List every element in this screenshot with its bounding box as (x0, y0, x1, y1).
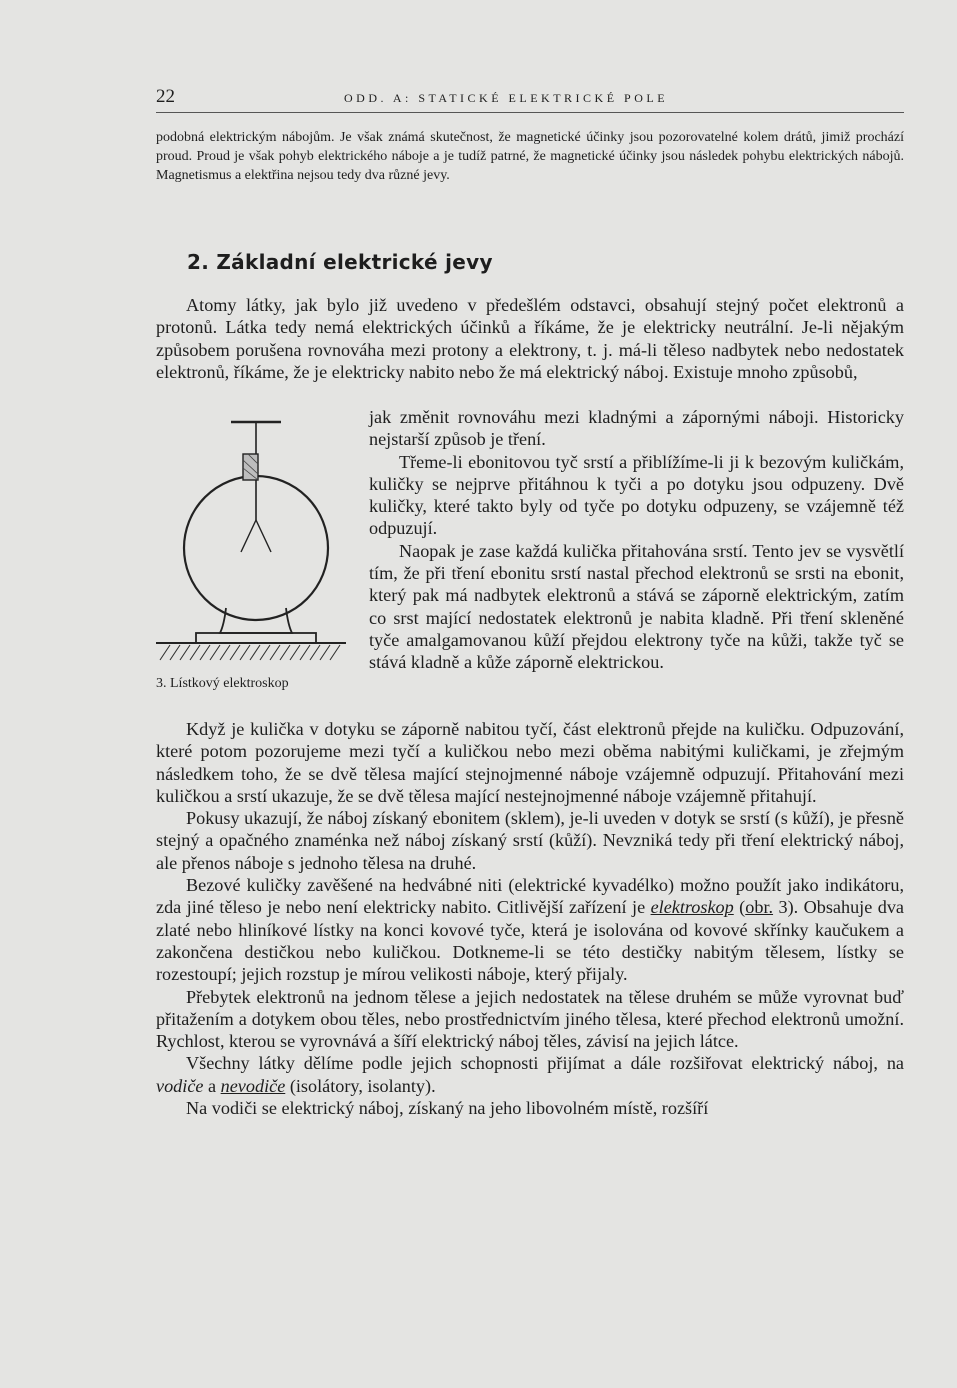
paragraph-8 (156, 1052, 904, 1097)
text-column-beside-figure (369, 406, 904, 674)
electroscope-diagram-icon (156, 420, 346, 670)
figure-caption: 3. Lístkový elektroskop (156, 676, 289, 691)
figure-electroscope (156, 420, 346, 692)
paragraph-6 (156, 874, 904, 985)
section-title: 2. Základní elektrické jevy (187, 250, 493, 274)
paragraph-6-end: 3). Obsahuje dva zlaté nebo hliníkové lístky na konci kovové tyče, která je isolována od kovové skřínky kaučukem a zakončena destičkou nebo kuličkou. Dotkneme-li se této destičky nabitým tělesem, lístky se rozestoupí; jejich rozstup je mírou velikosti náboje, který přijaly. (156, 897, 904, 985)
term-nevodice: nevodiče (220, 1075, 286, 1096)
paragraph-8-end: (isolátory, isolanty). (285, 1075, 436, 1096)
page-number: 22 (156, 86, 175, 107)
paragraph-1 (156, 294, 904, 383)
conjunction: a (203, 1075, 221, 1096)
paragraph-2: Třeme-li ebonitovou tyč srstí a přiblížíme-li ji k bezovým kuličkám, kuličky se nejprve přitáhnou k tyči a po dotyku jsou odpuzeny. Dvě kuličky, které takto byly od tyče po dotyku odpuzeny, se vzájemně též odpuzují. (369, 451, 904, 539)
paragraph-9: Na vodiči se elektrický náboj, získaný na jeho libovolném místě, rozšíří (186, 1098, 709, 1119)
ref-open: ( (733, 897, 746, 918)
paragraph-6-start: Bezové kuličky zavěšené na hedvábné niti (elektrické kyvadélko) možno použít jako indikátoru, zda jiné těleso je nebo není elektricky nabito. Citlivější zařízení je (156, 875, 904, 918)
intro-text: podobná elektrickým nábojům. Je však známá skutečnost, že magnetické účinky jsou pozorovatelné kolem drátů, jimiž prochází proud. Proud je však pohyb elektrického náboje a je tudíž patrné, že magnetické účinky jsou následek pohybu elektrických nábojů. Magnetismus a elektřina nejsou tedy dva různé jevy. (156, 130, 904, 183)
paragraph-5: Pokusy ukazují, že náboj získaný ebonitem (sklem), je-li uveden v dotyk se srstí (s kůží), je přesně stejný a opačného znaménka než náboj získaný srstí (kůží). Nevzniká tedy při tření elektrický náboj, ale přenos náboje s jednoho tělesa na druhé. (156, 808, 904, 873)
paragraph-1-text: Atomy látky, jak bylo již uvedeno v předešlém odstavci, obsahují stejný počet elektronů a protonů. Látka tedy nemá elektrických účinků a říkáme, že je elektricky neutrální. Je-li nějakým způsobem porušena rovnováha mezi protony a elektrony, t. j. má-li těleso nadbytek nebo nedostatek elektronů, říkáme, že je elektricky nabito nebo že má elektrický náboj. Existuje mnoho způsobů, (156, 295, 904, 382)
intro-paragraph (156, 128, 904, 185)
page-header (156, 86, 904, 113)
paragraph-3: Naopak je zase každá kulička přitahována srstí. Tento jev se vysvětlí tím, že při tření ebonitu srstí nastal přechod elektronů se srsti na ebonit, který pak má nadbytek elektronů a stává se záporně elektrickým, zatím co srst mající nedostatek elektronů je nabita kladně. Při tření skleněné tyče amalgamovanou kůží přejdou elektrony tyče na kůži, takže tyč se stává kladně a kůže záporně elektrickou. (369, 540, 904, 673)
term-elektroskop: elektroskop (650, 897, 734, 918)
paragraph-1-continued: jak změnit rovnováhu mezi kladnými a zápornými náboji. Historicky nejstarší způsob je tření. (369, 407, 904, 450)
paragraph-4: Když je kulička v dotyku se záporně nabitou tyčí, část elektronů přejde na kuličku. Odpuzování, které potom pozorujeme mezi tyčí a kuličkou nebo mezi oběma nabitými kuličkami, je zřejmým následkem toho, že se dvě tělesa mající stejnojmenné náboje vzájemně odpuzují. Přitahování mezi kuličkou a srstí ukazuje, že se dvě tělesa mající nestejnojmenné náboje vzájemně přitahují. (156, 719, 904, 806)
paragraph-8-start: Všechny látky dělíme podle jejich schopnosti přijímat a dále rozšiřovat elektrický náboj, na (186, 1053, 904, 1074)
figure-reference[interactable]: obr. (745, 897, 774, 918)
running-head: ODD. A: STATICKÉ ELEKTRICKÉ POLE (344, 91, 669, 105)
paragraph-7: Přebytek elektronů na jednom tělese a jejich nedostatek na tělese druhém se může vyrovnat buď přitažením a dotykem obou těles, nebo prostřednictvím jiného tělesa, které přechod elektronů umožní. Rychlost, kterou se vyrovnává a šíří elektrický náboj těles, závisí na jejich látce. (156, 986, 904, 1052)
main-text-continued (156, 718, 904, 1119)
term-vodice: vodiče (156, 1075, 204, 1096)
